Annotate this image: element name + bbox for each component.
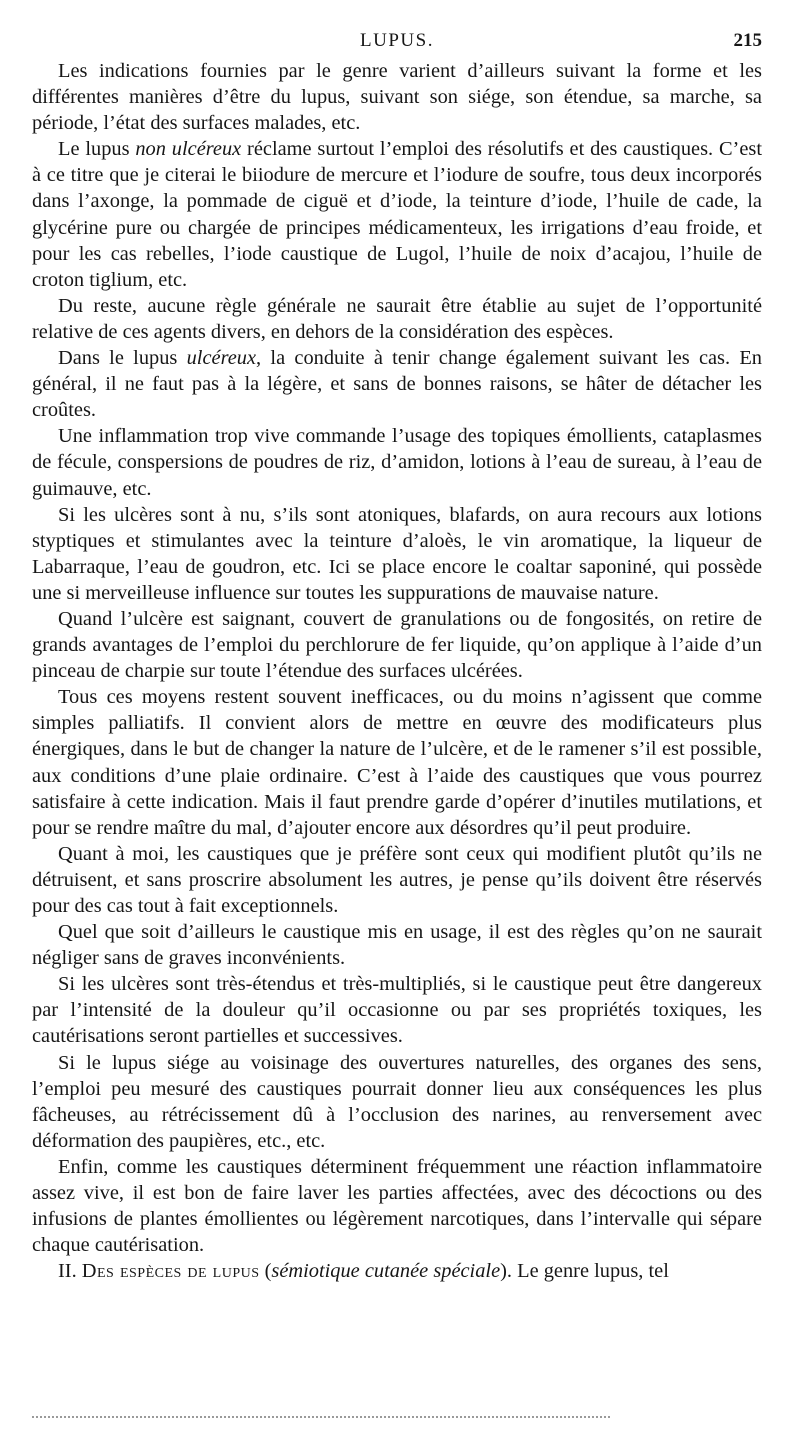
emphasis: non ulcéreux [135, 138, 242, 161]
paragraph: Enfin, comme les caustiques déterminent fréquemment une réaction inflammatoire assez vive, il est bon de faire laver les parties affectées, avec des décoctions ou des infusions de plantes émollientes ou légèrement narcotiques, dans l’intervalle qui sépare chaque cautérisation. [32, 1155, 762, 1257]
section-number: II. [58, 1260, 82, 1283]
body-text [32, 58, 762, 1284]
paragraph: Quand l’ulcère est saignant, couvert de granulations ou de fongosités, on retire de grands avantages de l’emploi du perchlorure de fer liquide, qu’on applique à l’aide d’un pinceau de charpie sur toute l’étendue des surfaces ulcérées. [32, 607, 762, 683]
text-run: Dans le lupus [58, 347, 187, 370]
text-run: , la conduite à tenir change également suivant les cas. En général, il ne faut pas à la légère, et sans de bonnes raisons, se hâter de détacher les croûtes. [32, 347, 762, 422]
emphasis: ulcéreux [186, 347, 257, 370]
text-run: réclame surtout l’emploi des résolutifs et des caustiques. C’est à ce titre que je citerai le biiodure de mercure et l’iodure de soufre, tous deux incorporés dans l’axonge, la pommade de ciguë et d’iode, la teinture d’iode, l’huile de cade, la glycérine pure ou chargée de principes médicamenteux, les irrigations d’eau froide, et pour les cas rebelles, l’iode caustique de Lugol, l’huile de noix d’acajou, l’huile de croton tiglium, etc. [32, 138, 762, 291]
page-header [32, 30, 762, 56]
paragraph: Les indications fournies par le genre varient d’ailleurs suivant la forme et les différentes manières d’être du lupus, suivant son siége, son étendue, sa marche, sa période, l’état des surfaces malades, etc. [32, 60, 762, 135]
paragraph: Du reste, aucune règle générale ne saurait être établie au sujet de l’opportunité relative de ces agents divers, en dehors de la considération des espèces. [32, 294, 762, 343]
page-number: 215 [733, 30, 762, 51]
text-run: ( [259, 1260, 272, 1283]
section-heading-paragraph [32, 1258, 762, 1284]
footer-dotted-rule [32, 1416, 610, 1418]
paragraph: Quel que soit d’ailleurs le caustique mis en usage, il est des règles qu’on ne saurait négliger sans de graves inconvénients. [32, 921, 762, 970]
section-title: Des espèces de lupus [81, 1260, 260, 1283]
paragraph: Si les ulcères sont à nu, s’ils sont atoniques, blafards, on aura recours aux lotions styptiques et stimulantes avec la teinture d’aloès, le vin aromatique, la liqueur de Labarraque, l’eau de goudron, etc. Ici se place encore le coaltar saponiné, qui possède une si merveilleuse influence sur toutes les suppurations de mauvaise nature. [32, 503, 762, 604]
paragraph: Quant à moi, les caustiques que je préfère sont ceux qui modifient plutôt qu’ils ne détruisent, et sans proscrire absolument les autres, je pense qu’ils doivent être réservés pour des cas tout à fait exceptionnels. [32, 842, 762, 917]
paragraph-ulcerous [32, 345, 762, 423]
paragraph: Si le lupus siége au voisinage des ouvertures naturelles, des organes des sens, l’emploi peu mesuré des caustiques pourrait donner lieu aux conséquences les plus fâcheuses, au rétrécissement dû à l’occlusion des narines, au renversement avec déformation des paupières, etc., etc. [32, 1051, 762, 1152]
section-subtitle: sémiotique cutanée spéciale [271, 1260, 501, 1283]
paragraph: Une inflammation trop vive commande l’usage des topiques émollients, cataplasmes de fécule, conspersions de poudres de riz, d’amidon, lotions à l’eau de sureau, à l’eau de guimauve, etc. [32, 425, 762, 500]
text-run: Le lupus [58, 138, 136, 161]
text-run: Le genre lupus, tel [512, 1260, 669, 1283]
paragraph: Si les ulcères sont très-étendus et très-multipliés, si le caustique peut être dangereux par l’intensité de la douleur qu’il occasionne ou par ses propriétés toxiques, les cautérisations seront partielles et successives. [32, 973, 762, 1048]
text-run: ). [500, 1260, 513, 1283]
running-title: LUPUS. [360, 30, 434, 51]
paragraph-non-ulcerous [32, 136, 762, 293]
paragraph: Tous ces moyens restent souvent inefficaces, ou du moins n’agissent que comme simples palliatifs. Il convient alors de mettre en œuvre des modificateurs plus énergiques, dans le but de changer la nature de l’ulcère, et de le ramener s’il est possible, aux conditions d’une plaie ordinaire. C’est à l’aide des caustiques que vous pourrez satisfaire à cette indication. Mais il faut prendre garde d’opérer d’inutiles mutilations, et pour se rendre maître du mal, d’ajouter encore aux désordres qu’il peut produire. [32, 686, 762, 839]
